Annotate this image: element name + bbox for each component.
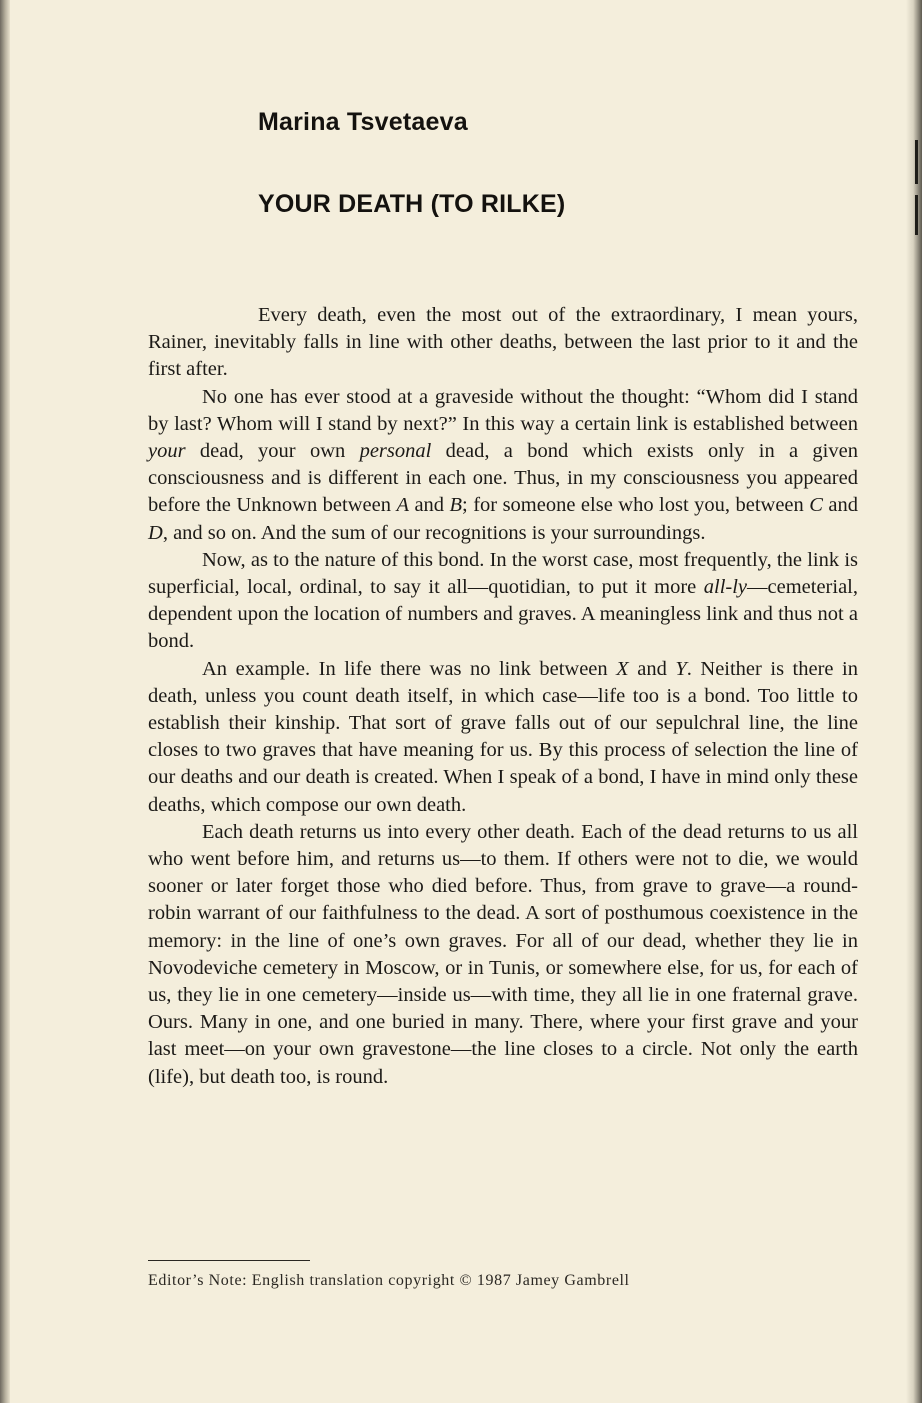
text-run: . Neither is there in death, unless you count death itself, in which case—life too is a bond. Too little to establish their kinship. That sort of grave falls out of our sepulchral line, the line closes to two graves that have meaning for us. By this process of selection the line of our deaths and our death is created. When I speak of a bond, I have in mind only these deaths, which compose our own death. [148,657,858,816]
body-paragraph [148,656,858,819]
text-run: and [628,657,676,680]
footnote-rule [148,1260,310,1261]
text-run: dead, your own [185,440,360,463]
body-paragraph [148,384,858,547]
article-title: YOUR DEATH (TO RILKE) [258,190,566,218]
editor-note: Editor’s Note: English translation copyright © 1987 Jamey Gambrell [148,1272,630,1289]
text-run: dead, a bond which exists only in a given consciousness and is different in each one. Thus, in my consciousness you appeared before the Unknown between [148,440,858,517]
body-paragraph [148,819,858,1091]
italic-text-run: personal [359,440,432,463]
text-run: Each death returns us into every other death. Each of the dead returns to us all who went before him, and returns us—to them. If others were not to die, we would sooner or later forget those who died before. Thus, from grave to grave—a round-robin warrant of our faithfulness to the dead. A sort of posthumous coexistence in the memory: in the line of one’s own graves. For all of our dead, whether they lie in Novodeviche cemetery in Moscow, or in Tunis, or somewhere else, for us, for each of us, they lie in one cemetery—inside us—with time, they all lie in one fraternal grave. Ours. Many in one, and one buried in many. There, where your first grave and your last meet—on your own gravestone—the line closes to a circle. Not only the earth (life), but death too, is round. [148,820,858,1088]
text-run: No one has ever stood at a graveside without the thought: “Whom did I stand by last? Whom will I stand by next?” In this way a certain link is established between [148,385,858,435]
italic-text-run: your [148,440,186,463]
text-run: , and so on. And the sum of our recognitions is your surroundings. [162,521,706,544]
italic-text-run: B [449,494,463,517]
text-run: and [822,494,858,517]
text-run: —cemeterial, dependent upon the location of numbers and graves. A meaningless link and thus not a bond. [148,576,858,653]
body-paragraph [148,302,858,384]
page-edge-mark [915,195,918,235]
italic-text-run: all-ly [703,576,748,599]
page-right-edge [906,0,922,1403]
author-name: Marina Tsvetaeva [258,108,468,136]
italic-text-run: Y [675,657,687,680]
italic-text-run: X [616,657,629,680]
page-edge-mark [915,140,918,184]
article-body [148,302,858,1091]
italic-text-run: A [396,494,409,517]
text-run: and [408,494,450,517]
text-run: Every death, even the most out of the extraordinary, I mean yours, Rainer, inevitably falls in line with other deaths, between the last prior to it and the first after. [148,304,858,381]
text-run: Now, as to the nature of this bond. In the worst case, most frequently, the link is superficial, local, ordinal, to say it all—quotidian, to put it more [148,548,858,599]
italic-text-run: C [809,494,823,517]
body-paragraph [148,547,858,656]
text-run: ; for someone else who lost you, between [462,494,810,517]
italic-text-run: D [148,521,163,544]
text-run: An example. In life there was no link between [202,657,617,680]
book-spine-edge [0,0,10,1403]
